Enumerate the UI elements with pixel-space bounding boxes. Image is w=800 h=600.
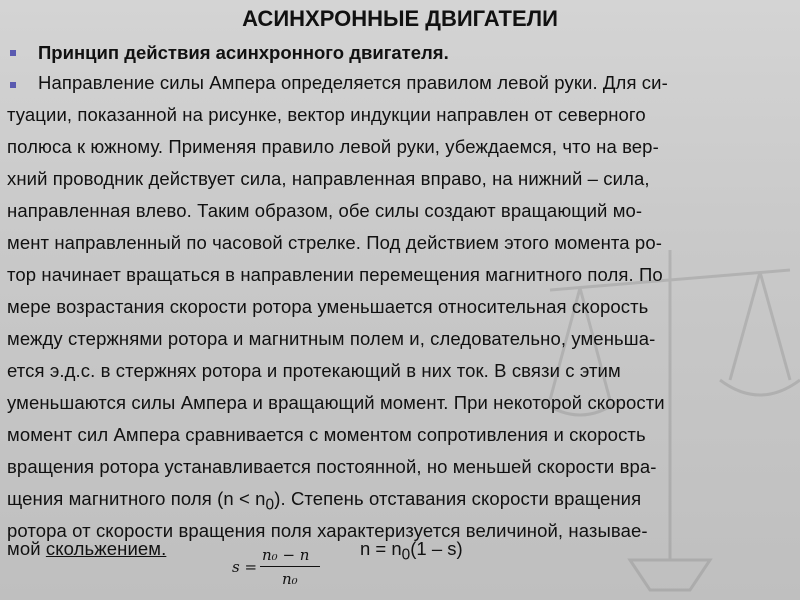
section-heading: Принцип действия асинхронного двигателя. xyxy=(38,42,449,63)
paragraph-line: уменьшаются силы Ампера и вращающий момент. При некоторой скорости xyxy=(7,392,665,413)
text-segment: (1 – s) xyxy=(410,538,463,559)
fraction-bar xyxy=(260,566,320,567)
text-segment: щения магнитного поля (n < n xyxy=(7,488,266,509)
paragraph-line: момент сил Ампера сравнивается с моментом сопротивления и скорость xyxy=(7,424,646,445)
paragraph-line-slip-condition xyxy=(7,488,641,515)
paragraph-line: мент направленный по часовой стрелке. Под действием этого момента ро- xyxy=(7,232,662,253)
subscript: 0 xyxy=(401,546,411,564)
formula-lhs: s = xyxy=(232,558,258,576)
paragraph-line: мере возрастания скорости ротора уменьшается относительная скорость xyxy=(7,296,649,317)
paragraph-line: хний проводник действует сила, направленная вправо, на нижний – сила, xyxy=(7,168,650,189)
paragraph-line: ротора от скорости вращения поля характеризуется величиной, называе- xyxy=(7,520,648,541)
slip-term: скольжением. xyxy=(45,538,167,559)
bullet-marker xyxy=(10,82,16,88)
text-segment: мой xyxy=(7,538,46,559)
paragraph-line: между стержнями ротора и магнитным полем и, следовательно, уменьша- xyxy=(7,328,656,349)
paragraph-line: вращения ротора устанавливается постоянной, но меньшей скорости вра- xyxy=(7,456,657,477)
text-segment: ). Степень отставания скорости вращения xyxy=(274,488,642,509)
text-segment: n = n xyxy=(360,538,402,559)
speed-equation xyxy=(360,538,463,565)
paragraph-line: Направление силы Ампера определяется правилом левой руки. Для си- xyxy=(38,72,668,93)
bullet-marker xyxy=(10,50,16,56)
paragraph-line: ется э.д.с. в стержнях ротора и протекающий в них ток. В связи с этим xyxy=(7,360,621,381)
formula-denominator: n₀ xyxy=(282,570,298,588)
paragraph-line: направленная влево. Таким образом, обе силы создают вращающий мо- xyxy=(7,200,643,221)
formula-numerator: n₀ − n xyxy=(262,546,310,564)
paragraph-line: тор начинает вращаться в направлении перемещения магнитного поля. По xyxy=(7,264,663,285)
slide-title: АСИНХРОННЫЕ ДВИГАТЕЛИ xyxy=(242,6,558,31)
subscript: 0 xyxy=(265,496,275,514)
paragraph-line-slip-term xyxy=(7,538,166,560)
paragraph-line: туации, показанной на рисунке, вектор индукции направлен от северного xyxy=(7,104,646,125)
paragraph-line: полюса к южному. Применяя правило левой руки, убеждаемся, что на вер- xyxy=(7,136,659,157)
